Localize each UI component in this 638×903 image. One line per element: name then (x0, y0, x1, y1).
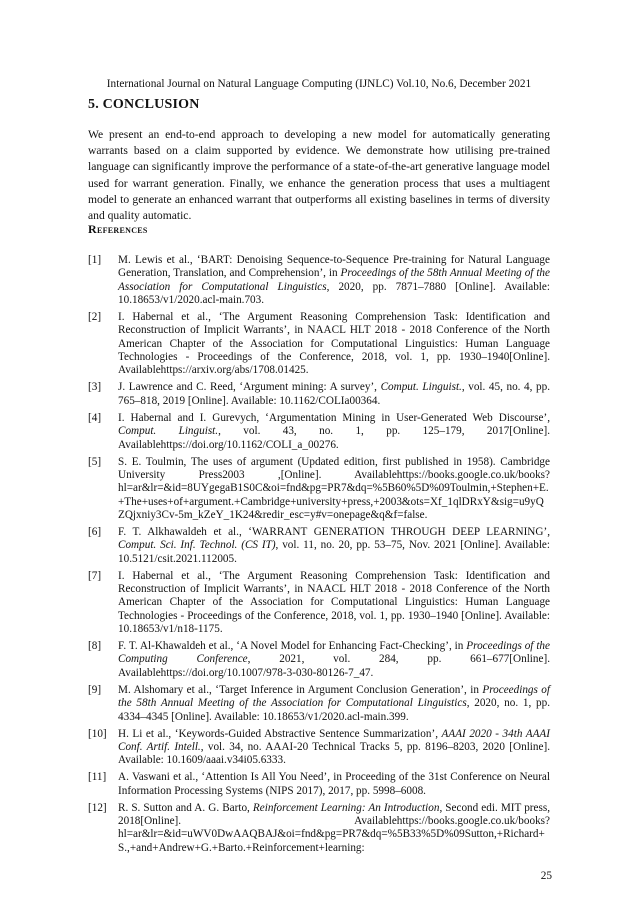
reference-item (88, 728, 550, 768)
reference-text: F. T. Al-Khawaldeh et al., ‘A Novel Model for Enhancing Fact-Checking’, in Proceedings of the Computing Conference, 2021, vol. 284, pp. 661–677[Online]. Availablehttps://doi.org/10.1007/978-3-030-80126-7_47. (118, 640, 550, 679)
reference-item (88, 802, 550, 855)
reference-item (88, 254, 550, 307)
section-heading (88, 97, 200, 113)
reference-number: [4] (88, 411, 102, 424)
reference-number: [8] (88, 640, 102, 653)
reference-text: S. E. Toulmin, The uses of argument (Updated edition, first published in 1958). Cambridge University Press2003 ,[Online]. Availablehttps://books.google.co.uk/books?hl=ar&lr=&id=8UYgegaB1S0C&oi=fnd&pg=PR7&dq=%5B60%5D%09Toulmin,+Stephen+E.+The+uses+of+argument.+Cambridge+university+press,+2003&ots=Xf_1qlDRxY&sig=u9yQZQjxniy3Cv-5m_kZeY_1K24&redir_esc=y#v=onepage&q&f=false. (118, 455, 550, 521)
page-number: 25 (540, 870, 552, 882)
reference-text: I. Habernal and I. Gurevych, ‘Argumentation Mining in User-Generated Web Discourse’, Comput. Linguist., vol. 43, no. 1, pp. 125–179, 2017[Online]. Availablehttps://doi.org/10.1162/COLI_a_00276. (118, 411, 550, 451)
reference-item (88, 526, 550, 566)
reference-item (88, 684, 550, 724)
reference-text: I. Habernal et al., ‘The Argument Reasoning Comprehension Task: Identification and Reconstruction of Implicit Warrants’, in NAACL HLT 2018 - 2018 Conference of the North American Chapter of the Association for Computational Linguistics: Human Language Technologies - Proceedings of the Conference, 2018, vol. 1, pp. 1930–1940[Online]. Availablehttps://arxiv.org/abs/1708.01425. (118, 311, 550, 377)
reference-text: A. Vaswani et al., ‘Attention Is All You Need’, in Proceeding of the 31st Conference on Neural Information Processing Systems (NIPS 2017), 2017, pp. 5998–6008. (118, 771, 550, 797)
reference-item (88, 640, 550, 680)
reference-text: J. Lawrence and C. Reed, ‘Argument mining: A survey’, Comput. Linguist., vol. 45, no. 4, pp. 765–818, 2019 [Online]. Available: 10.1162/COLIa00364. (118, 381, 550, 407)
reference-item (88, 381, 550, 408)
reference-item (88, 412, 550, 452)
reference-text: M. Alshomary et al., ‘Target Inference in Argument Conclusion Generation’, in Proceedings of the 58th Annual Meeting of the Association for Computational Linguistics, 2020, no. 1, pp. 4334–4345 [Online]. Available: 10.18653/v1/2020.acl-main.399. (118, 683, 551, 723)
reference-number: [1] (88, 254, 102, 266)
reference-number: [11] (88, 771, 107, 784)
reference-number: [7] (88, 569, 102, 582)
reference-text: I. Habernal et al., ‘The Argument Reasoning Comprehension Task: Identification and Reconstruction of Implicit Warrants’, in NAACL HLT 2018 - 2018 Conference of the North American Chapter of the Association for Computational Linguistics: Human Language Technologies - Proceedings of the Conference, 2018, vol. 1, pp. 1930–1940 [Online]. Available: 10.18653/v1/n18-1175. (118, 569, 550, 636)
reference-number: [5] (88, 455, 102, 468)
reference-text: R. S. Sutton and A. G. Barto, Reinforcement Learning: An Introduction, Second edi. MIT press, 2018[Online]. Availablehttps://books.google.co.uk/books?hl=ar&lr=&id=uWV0DwAAQBAJ&oi=fnd&pg=PR7&dq=%5B33%5D%09Sutton,+Richard+S.,+and+Andrew+G.+Barto.+Reinforcement+learning: (118, 801, 550, 854)
reference-text: F. T. Alkhawaldeh et al., ‘WARRANT GENERATION THROUGH DEEP LEARNING’, Comput. Sci. Inf. Technol. (CS IT), vol. 11, no. 20, pp. 53–75, Nov. 2021 [Online]. Available: 10.5121/csit.2021.112005. (118, 525, 550, 565)
references-heading: References (88, 222, 148, 236)
conclusion-paragraph: We present an end-to-end approach to developing a new model for automatically generating warrants based on a claim supported by evidence. We demonstrate how utilising pre-trained language can significantly improve the performance of a state-of-the-art generative language model used for warrant generation. Finally, we enhance the generation process that uses a multiagent model to generate an enhanced warrant that outperforms all existing baselines in terms of diversity and quality automatic. (88, 128, 550, 223)
reference-item (88, 311, 550, 378)
reference-number: [12] (88, 801, 107, 814)
reference-text: M. Lewis et al., ‘BART: Denoising Sequence-to-Sequence Pre-training for Natural Language Generation, Translation, and Comprehension’, in Proceedings of the 58th Annual Meeting of the Association for Computational Linguistics, 2020, pp. 7871–7880 [Online]. Available: 10.18653/v1/2020.acl-main.703. (118, 254, 550, 307)
reference-list (88, 254, 550, 859)
section-number: 5. (88, 97, 99, 112)
reference-number: [9] (88, 683, 102, 696)
reference-text: H. Li et al., ‘Keywords-Guided Abstractive Sentence Summarization’, AAAI 2020 - 34th AAAI Conf. Artif. Intell., vol. 34, no. AAAI-20 Technical Tracks 5, pp. 8196–8203, 2020 [Online]. Available: 10.1609/aaai.v34i05.6333. (118, 727, 550, 767)
reference-item (88, 456, 550, 523)
reference-number: [6] (88, 525, 102, 538)
reference-item (88, 570, 550, 637)
reference-item (88, 771, 550, 798)
reference-number: [3] (88, 381, 102, 394)
section-title-rest: ONCLUSION (112, 97, 200, 112)
journal-header: International Journal on Natural Language Computing (IJNLC) Vol.10, No.6, December 2021 (106, 78, 532, 90)
reference-number: [2] (88, 311, 102, 324)
reference-number: [10] (88, 727, 107, 740)
section-title-initial: C (102, 97, 113, 112)
